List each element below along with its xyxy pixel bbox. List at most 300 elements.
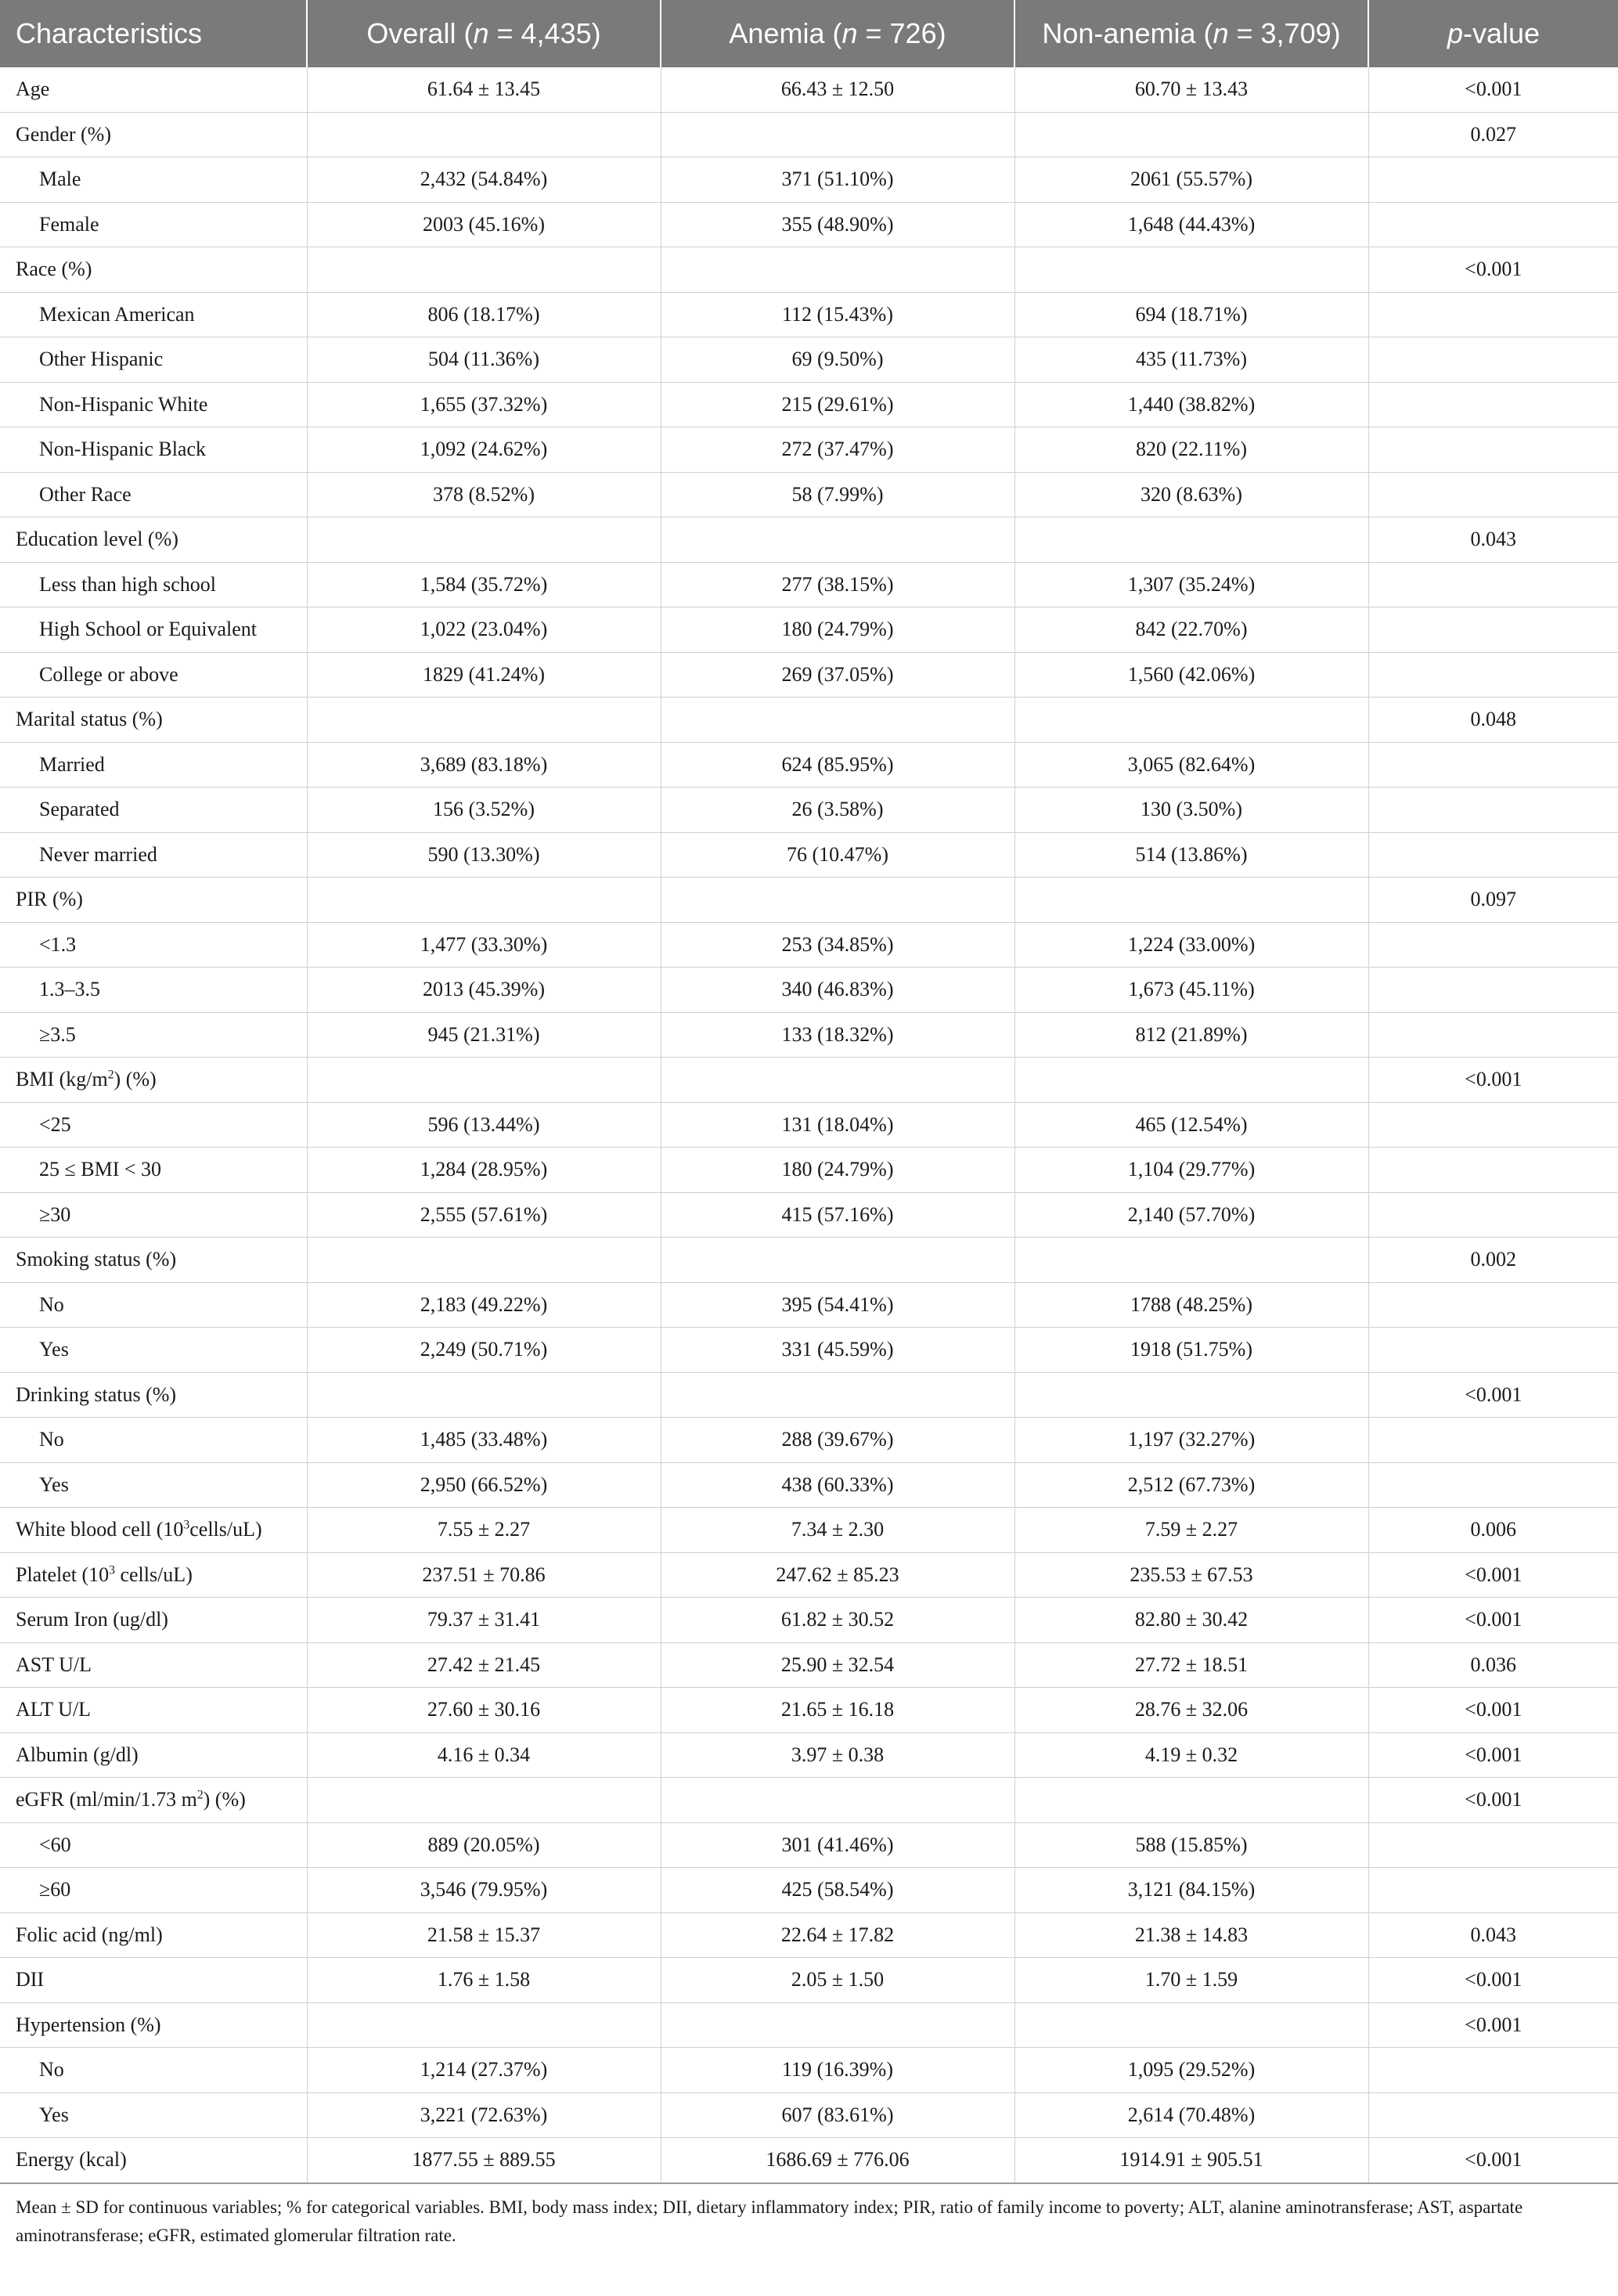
cell-p-value: <0.001: [1368, 1958, 1618, 2003]
cell-overall: 2,555 (57.61%): [307, 1192, 661, 1238]
cell-non-anemia: 130 (3.50%): [1014, 788, 1368, 833]
cell-overall: [307, 1238, 661, 1283]
table-row: [0, 1868, 1618, 1913]
cell-p-value: 0.002: [1368, 1238, 1618, 1283]
cell-non-anemia: 3,065 (82.64%): [1014, 742, 1368, 788]
row-label-text: Hypertension (%): [16, 2013, 161, 2036]
table-row: [0, 697, 1618, 743]
cell-overall: 2,950 (66.52%): [307, 1462, 661, 1508]
row-label: [0, 1238, 307, 1283]
row-label-text: No: [39, 1428, 64, 1451]
row-label: [0, 878, 307, 923]
row-label-text: High School or Equivalent: [39, 618, 258, 641]
cell-overall: 1,284 (28.95%): [307, 1148, 661, 1193]
cell-p-value: [1368, 968, 1618, 1013]
cell-non-anemia: 694 (18.71%): [1014, 292, 1368, 337]
cell-overall: 2,432 (54.84%): [307, 157, 661, 203]
row-label-text: Other Hispanic: [39, 348, 164, 371]
cell-p-value: [1368, 832, 1618, 878]
row-label-after: cells/uL): [114, 1563, 193, 1586]
row-label-text: Non-Hispanic Black: [39, 438, 207, 461]
cell-anemia: 425 (58.54%): [661, 1868, 1014, 1913]
cell-overall: 1.76 ± 1.58: [307, 1958, 661, 2003]
row-label-text: Yes: [39, 1338, 69, 1361]
cell-p-value: [1368, 1102, 1618, 1148]
cell-overall: 79.37 ± 31.41: [307, 1598, 661, 1643]
table-row: [0, 1372, 1618, 1418]
row-label: [0, 202, 307, 247]
cell-non-anemia: 27.72 ± 18.51: [1014, 1642, 1368, 1688]
cell-anemia: 331 (45.59%): [661, 1328, 1014, 1373]
table-row: [0, 832, 1618, 878]
cell-p-value: 0.043: [1368, 1912, 1618, 1958]
row-label-text: Drinking status (%): [16, 1382, 177, 1406]
cell-p-value: [1368, 562, 1618, 607]
table-row: [0, 292, 1618, 337]
row-label-text: PIR (%): [16, 888, 83, 911]
row-label: [0, 1868, 307, 1913]
cell-non-anemia: 2,512 (67.73%): [1014, 1462, 1368, 1508]
cell-anemia: 26 (3.58%): [661, 788, 1014, 833]
row-label-text: No: [39, 1292, 64, 1316]
row-label-text: 1.3–3.5: [39, 978, 100, 1001]
cell-p-value: [1368, 292, 1618, 337]
header-characteristics: Characteristics: [0, 0, 307, 67]
cell-overall: 1877.55 ± 889.55: [307, 2138, 661, 2183]
table-row: [0, 382, 1618, 427]
cell-non-anemia: 2,140 (57.70%): [1014, 1192, 1368, 1238]
cell-non-anemia: 820 (22.11%): [1014, 427, 1368, 473]
row-label-text: White blood cell (10: [16, 1518, 184, 1541]
header-overall-n: n: [473, 17, 489, 49]
row-label-text: <60: [39, 1833, 71, 1856]
row-label-text: eGFR (ml/min/1.73 m: [16, 1788, 197, 1811]
table-row: [0, 1822, 1618, 1868]
row-label: [0, 1012, 307, 1058]
cell-overall: [307, 1058, 661, 1103]
table-row: [0, 2048, 1618, 2093]
cell-overall: 61.64 ± 13.45: [307, 67, 661, 112]
cell-p-value: <0.001: [1368, 2002, 1618, 2048]
cell-overall: 2003 (45.16%): [307, 202, 661, 247]
row-label: [0, 1058, 307, 1103]
table-row: [0, 742, 1618, 788]
row-label-text: AST U/L: [16, 1653, 92, 1676]
row-label-superscript: 3: [183, 1518, 190, 1532]
row-label: [0, 157, 307, 203]
row-label: [0, 472, 307, 517]
row-label-text: Marital status (%): [16, 708, 163, 731]
row-label-text: Non-Hispanic White: [39, 392, 208, 416]
cell-non-anemia: [1014, 878, 1368, 923]
cell-overall: 4.16 ± 0.34: [307, 1732, 661, 1778]
cell-p-value: 0.027: [1368, 112, 1618, 157]
cell-overall: 237.51 ± 70.86: [307, 1552, 661, 1598]
table-row: [0, 1192, 1618, 1238]
row-label-text: Mexican American: [39, 302, 195, 326]
cell-non-anemia: 1.70 ± 1.59: [1014, 1958, 1368, 2003]
row-label-text: Less than high school: [39, 572, 217, 596]
cell-non-anemia: 435 (11.73%): [1014, 337, 1368, 383]
row-label-text: Separated: [39, 798, 120, 821]
table-row: [0, 562, 1618, 607]
cell-anemia: 76 (10.47%): [661, 832, 1014, 878]
cell-non-anemia: 842 (22.70%): [1014, 607, 1368, 653]
table-row: [0, 1552, 1618, 1598]
cell-anemia: [661, 2002, 1014, 2048]
row-label: [0, 1958, 307, 2003]
row-label-text: College or above: [39, 662, 178, 686]
header-nonanemia-suffix: = 3,709): [1228, 17, 1341, 49]
cell-non-anemia: 28.76 ± 32.06: [1014, 1688, 1368, 1733]
cell-non-anemia: 235.53 ± 67.53: [1014, 1552, 1368, 1598]
table-row: [0, 1462, 1618, 1508]
cell-anemia: [661, 517, 1014, 563]
cell-anemia: 438 (60.33%): [661, 1462, 1014, 1508]
cell-p-value: 0.043: [1368, 517, 1618, 563]
cell-p-value: 0.048: [1368, 697, 1618, 743]
row-label: [0, 922, 307, 968]
row-label-text: Energy (kcal): [16, 2148, 127, 2172]
cell-non-anemia: 82.80 ± 30.42: [1014, 1598, 1368, 1643]
cell-anemia: 253 (34.85%): [661, 922, 1014, 968]
table-header: [0, 0, 1618, 67]
table-row: [0, 1148, 1618, 1193]
header-anemia: [661, 0, 1014, 67]
cell-p-value: <0.001: [1368, 1552, 1618, 1598]
table-row: [0, 202, 1618, 247]
row-label-text: ≥60: [39, 1878, 71, 1901]
table-row: [0, 112, 1618, 157]
cell-non-anemia: [1014, 1058, 1368, 1103]
cell-p-value: <0.001: [1368, 2138, 1618, 2183]
cell-anemia: 7.34 ± 2.30: [661, 1508, 1014, 1553]
row-label-text: Yes: [39, 1472, 69, 1496]
cell-p-value: [1368, 337, 1618, 383]
cell-p-value: [1368, 607, 1618, 653]
table-row: [0, 1598, 1618, 1643]
cell-anemia: 607 (83.61%): [661, 2092, 1014, 2138]
cell-anemia: 21.65 ± 16.18: [661, 1688, 1014, 1733]
row-label: [0, 2002, 307, 2048]
cell-anemia: 112 (15.43%): [661, 292, 1014, 337]
cell-anemia: [661, 878, 1014, 923]
row-label-after: ) (%): [203, 1788, 246, 1811]
cell-non-anemia: 465 (12.54%): [1014, 1102, 1368, 1148]
cell-p-value: <0.001: [1368, 1058, 1618, 1103]
cell-non-anemia: 1,224 (33.00%): [1014, 922, 1368, 968]
row-label-superscript: 3: [109, 1563, 115, 1577]
cell-overall: 2013 (45.39%): [307, 968, 661, 1013]
cell-non-anemia: 1,673 (45.11%): [1014, 968, 1368, 1013]
row-label-text: ≥3.5: [39, 1022, 76, 1046]
cell-non-anemia: 1,560 (42.06%): [1014, 652, 1368, 697]
table-row: [0, 1778, 1618, 1823]
cell-overall: 2,183 (49.22%): [307, 1282, 661, 1328]
table-row: [0, 1238, 1618, 1283]
cell-overall: 1,214 (27.37%): [307, 2048, 661, 2093]
cell-overall: 21.58 ± 15.37: [307, 1912, 661, 1958]
cell-anemia: 272 (37.47%): [661, 427, 1014, 473]
row-label: [0, 337, 307, 383]
cell-overall: 806 (18.17%): [307, 292, 661, 337]
cell-p-value: [1368, 382, 1618, 427]
cell-p-value: <0.001: [1368, 1598, 1618, 1643]
cell-p-value: [1368, 157, 1618, 203]
row-label: [0, 1148, 307, 1193]
row-label-text: BMI (kg/m: [16, 1068, 108, 1091]
cell-overall: 378 (8.52%): [307, 472, 661, 517]
table-row: [0, 1102, 1618, 1148]
cell-anemia: 415 (57.16%): [661, 1192, 1014, 1238]
cell-non-anemia: 21.38 ± 14.83: [1014, 1912, 1368, 1958]
row-label-text: ALT U/L: [16, 1698, 92, 1721]
header-p-suffix: -value: [1462, 17, 1541, 49]
cell-anemia: 1686.69 ± 776.06: [661, 2138, 1014, 2183]
cell-overall: 1,655 (37.32%): [307, 382, 661, 427]
cell-overall: 7.55 ± 2.27: [307, 1508, 661, 1553]
row-label: [0, 1102, 307, 1148]
table-row: [0, 2092, 1618, 2138]
cell-anemia: [661, 697, 1014, 743]
row-label-text: Smoking status (%): [16, 1248, 177, 1271]
cell-anemia: 624 (85.95%): [661, 742, 1014, 788]
table-row: [0, 337, 1618, 383]
cell-p-value: [1368, 1822, 1618, 1868]
cell-non-anemia: [1014, 1238, 1368, 1283]
cell-anemia: 215 (29.61%): [661, 382, 1014, 427]
cell-p-value: [1368, 1868, 1618, 1913]
cell-p-value: [1368, 1192, 1618, 1238]
table-row: [0, 1012, 1618, 1058]
row-label-text: Folic acid (ng/ml): [16, 1923, 163, 1946]
row-label-text: <1.3: [39, 932, 77, 956]
row-label-text: Female: [39, 212, 99, 236]
cell-anemia: 395 (54.41%): [661, 1282, 1014, 1328]
row-label: [0, 2138, 307, 2183]
cell-p-value: <0.001: [1368, 1732, 1618, 1778]
row-label: [0, 2092, 307, 2138]
cell-p-value: [1368, 652, 1618, 697]
cell-p-value: [1368, 742, 1618, 788]
cell-p-value: [1368, 1328, 1618, 1373]
row-label: [0, 562, 307, 607]
cell-p-value: [1368, 1012, 1618, 1058]
row-label-text: Male: [39, 168, 81, 191]
table-row: [0, 607, 1618, 653]
cell-p-value: [1368, 922, 1618, 968]
cell-anemia: [661, 247, 1014, 293]
cell-non-anemia: [1014, 112, 1368, 157]
cell-anemia: [661, 1778, 1014, 1823]
cell-overall: 27.60 ± 30.16: [307, 1688, 661, 1733]
header-p-var: p: [1447, 17, 1463, 49]
row-label-text: Married: [39, 752, 105, 776]
cell-non-anemia: 7.59 ± 2.27: [1014, 1508, 1368, 1553]
cell-overall: 590 (13.30%): [307, 832, 661, 878]
header-anemia-n: n: [841, 17, 858, 49]
cell-non-anemia: 3,121 (84.15%): [1014, 1868, 1368, 1913]
row-label: [0, 1372, 307, 1418]
cell-overall: 156 (3.52%): [307, 788, 661, 833]
cell-anemia: 69 (9.50%): [661, 337, 1014, 383]
cell-overall: 2,249 (50.71%): [307, 1328, 661, 1373]
cell-p-value: <0.001: [1368, 67, 1618, 112]
row-label: [0, 112, 307, 157]
cell-p-value: [1368, 1462, 1618, 1508]
cell-anemia: [661, 1372, 1014, 1418]
header-row: [0, 0, 1618, 67]
row-label: [0, 1282, 307, 1328]
cell-anemia: 301 (41.46%): [661, 1822, 1014, 1868]
header-overall: [307, 0, 661, 67]
table-row: [0, 1058, 1618, 1103]
row-label: [0, 1192, 307, 1238]
row-label: [0, 788, 307, 833]
row-label: [0, 2048, 307, 2093]
cell-p-value: 0.097: [1368, 878, 1618, 923]
row-label-text: Race (%): [16, 258, 92, 281]
header-nonanemia-n: n: [1213, 17, 1229, 49]
cell-anemia: 180 (24.79%): [661, 1148, 1014, 1193]
row-label: [0, 1732, 307, 1778]
cell-overall: 27.42 ± 21.45: [307, 1642, 661, 1688]
cell-p-value: 0.036: [1368, 1642, 1618, 1688]
cell-non-anemia: 1918 (51.75%): [1014, 1328, 1368, 1373]
row-label: [0, 1462, 307, 1508]
cell-anemia: 269 (37.05%): [661, 652, 1014, 697]
row-label: [0, 1778, 307, 1823]
row-label: [0, 427, 307, 473]
cell-anemia: 340 (46.83%): [661, 968, 1014, 1013]
table-row: [0, 247, 1618, 293]
cell-non-anemia: 812 (21.89%): [1014, 1012, 1368, 1058]
cell-non-anemia: 1914.91 ± 905.51: [1014, 2138, 1368, 2183]
row-label: [0, 1598, 307, 1643]
row-label-superscript: 2: [196, 1788, 204, 1802]
table-body: [0, 67, 1618, 2183]
table-row: [0, 652, 1618, 697]
row-label-superscript: 2: [107, 1068, 114, 1082]
table-row: [0, 1508, 1618, 1553]
cell-non-anemia: 320 (8.63%): [1014, 472, 1368, 517]
table-row: [0, 2138, 1618, 2183]
cell-overall: [307, 878, 661, 923]
row-label: [0, 1912, 307, 1958]
cell-overall: 945 (21.31%): [307, 1012, 661, 1058]
row-label: [0, 1642, 307, 1688]
row-label: [0, 1822, 307, 1868]
cell-p-value: [1368, 2092, 1618, 2138]
cell-p-value: [1368, 427, 1618, 473]
row-label-text: Gender (%): [16, 122, 111, 146]
row-label: [0, 1552, 307, 1598]
table-row: [0, 788, 1618, 833]
cell-p-value: [1368, 2048, 1618, 2093]
row-label-text: <25: [39, 1112, 71, 1136]
table-row: [0, 1282, 1618, 1328]
row-label-text: Albumin (g/dl): [16, 1743, 139, 1766]
cell-non-anemia: [1014, 697, 1368, 743]
cell-p-value: [1368, 1282, 1618, 1328]
table-row: [0, 472, 1618, 517]
cell-anemia: [661, 112, 1014, 157]
cell-overall: [307, 1372, 661, 1418]
table-row: [0, 67, 1618, 112]
table-footnote: Mean ± SD for continuous variables; % for categorical variables. BMI, body mass index; DII, dietary inflammatory index; PIR, ratio of family income to poverty; ALT, alanine aminotransferase; AST, aspartate aminotransferase; eGFR, estimated glomerular filtration rate.: [16, 2197, 1523, 2245]
cell-overall: [307, 2002, 661, 2048]
header-nonanemia-prefix: Non-anemia (: [1042, 17, 1213, 49]
cell-non-anemia: 1788 (48.25%): [1014, 1282, 1368, 1328]
cell-overall: [307, 697, 661, 743]
cell-anemia: 58 (7.99%): [661, 472, 1014, 517]
row-label-text: No: [39, 2058, 64, 2082]
row-label-text: Never married: [39, 842, 157, 866]
row-label-after: ) (%): [114, 1068, 157, 1091]
cell-overall: [307, 517, 661, 563]
table-row: [0, 1912, 1618, 1958]
cell-non-anemia: [1014, 1778, 1368, 1823]
cell-anemia: 119 (16.39%): [661, 2048, 1014, 2093]
header-p-value: [1368, 0, 1618, 67]
row-label: [0, 697, 307, 743]
cell-anemia: [661, 1058, 1014, 1103]
table-row: [0, 517, 1618, 563]
row-label: [0, 607, 307, 653]
row-label-text: Education level (%): [16, 528, 178, 551]
table-row: [0, 1328, 1618, 1373]
header-overall-suffix: = 4,435): [488, 17, 601, 49]
row-label-text: Age: [16, 77, 50, 101]
row-label-text: ≥30: [39, 1202, 71, 1226]
cell-anemia: 61.82 ± 30.52: [661, 1598, 1014, 1643]
cell-anemia: 131 (18.04%): [661, 1102, 1014, 1148]
row-label-text: Yes: [39, 2103, 69, 2126]
cell-overall: 3,221 (72.63%): [307, 2092, 661, 2138]
row-label-after: cells/uL): [189, 1518, 262, 1541]
cell-p-value: [1368, 1418, 1618, 1463]
cell-non-anemia: 60.70 ± 13.43: [1014, 67, 1368, 112]
cell-non-anemia: 2061 (55.57%): [1014, 157, 1368, 203]
cell-anemia: 22.64 ± 17.82: [661, 1912, 1014, 1958]
cell-overall: 3,546 (79.95%): [307, 1868, 661, 1913]
row-label: [0, 292, 307, 337]
cell-non-anemia: [1014, 247, 1368, 293]
row-label: [0, 67, 307, 112]
table-row: [0, 427, 1618, 473]
cell-non-anemia: 1,104 (29.77%): [1014, 1148, 1368, 1193]
cell-non-anemia: 2,614 (70.48%): [1014, 2092, 1368, 2138]
cell-overall: 3,689 (83.18%): [307, 742, 661, 788]
cell-p-value: <0.001: [1368, 247, 1618, 293]
cell-anemia: 247.62 ± 85.23: [661, 1552, 1014, 1598]
row-label: [0, 1508, 307, 1553]
cell-p-value: <0.001: [1368, 1688, 1618, 1733]
cell-overall: [307, 112, 661, 157]
table-row: [0, 922, 1618, 968]
cell-non-anemia: [1014, 2002, 1368, 2048]
row-label: [0, 247, 307, 293]
cell-anemia: 180 (24.79%): [661, 607, 1014, 653]
cell-overall: 1,485 (33.48%): [307, 1418, 661, 1463]
cell-non-anemia: 4.19 ± 0.32: [1014, 1732, 1368, 1778]
table-row: [0, 1688, 1618, 1733]
cell-non-anemia: 1,648 (44.43%): [1014, 202, 1368, 247]
row-label: [0, 742, 307, 788]
cell-overall: 889 (20.05%): [307, 1822, 661, 1868]
row-label: [0, 652, 307, 697]
cell-non-anemia: 1,440 (38.82%): [1014, 382, 1368, 427]
